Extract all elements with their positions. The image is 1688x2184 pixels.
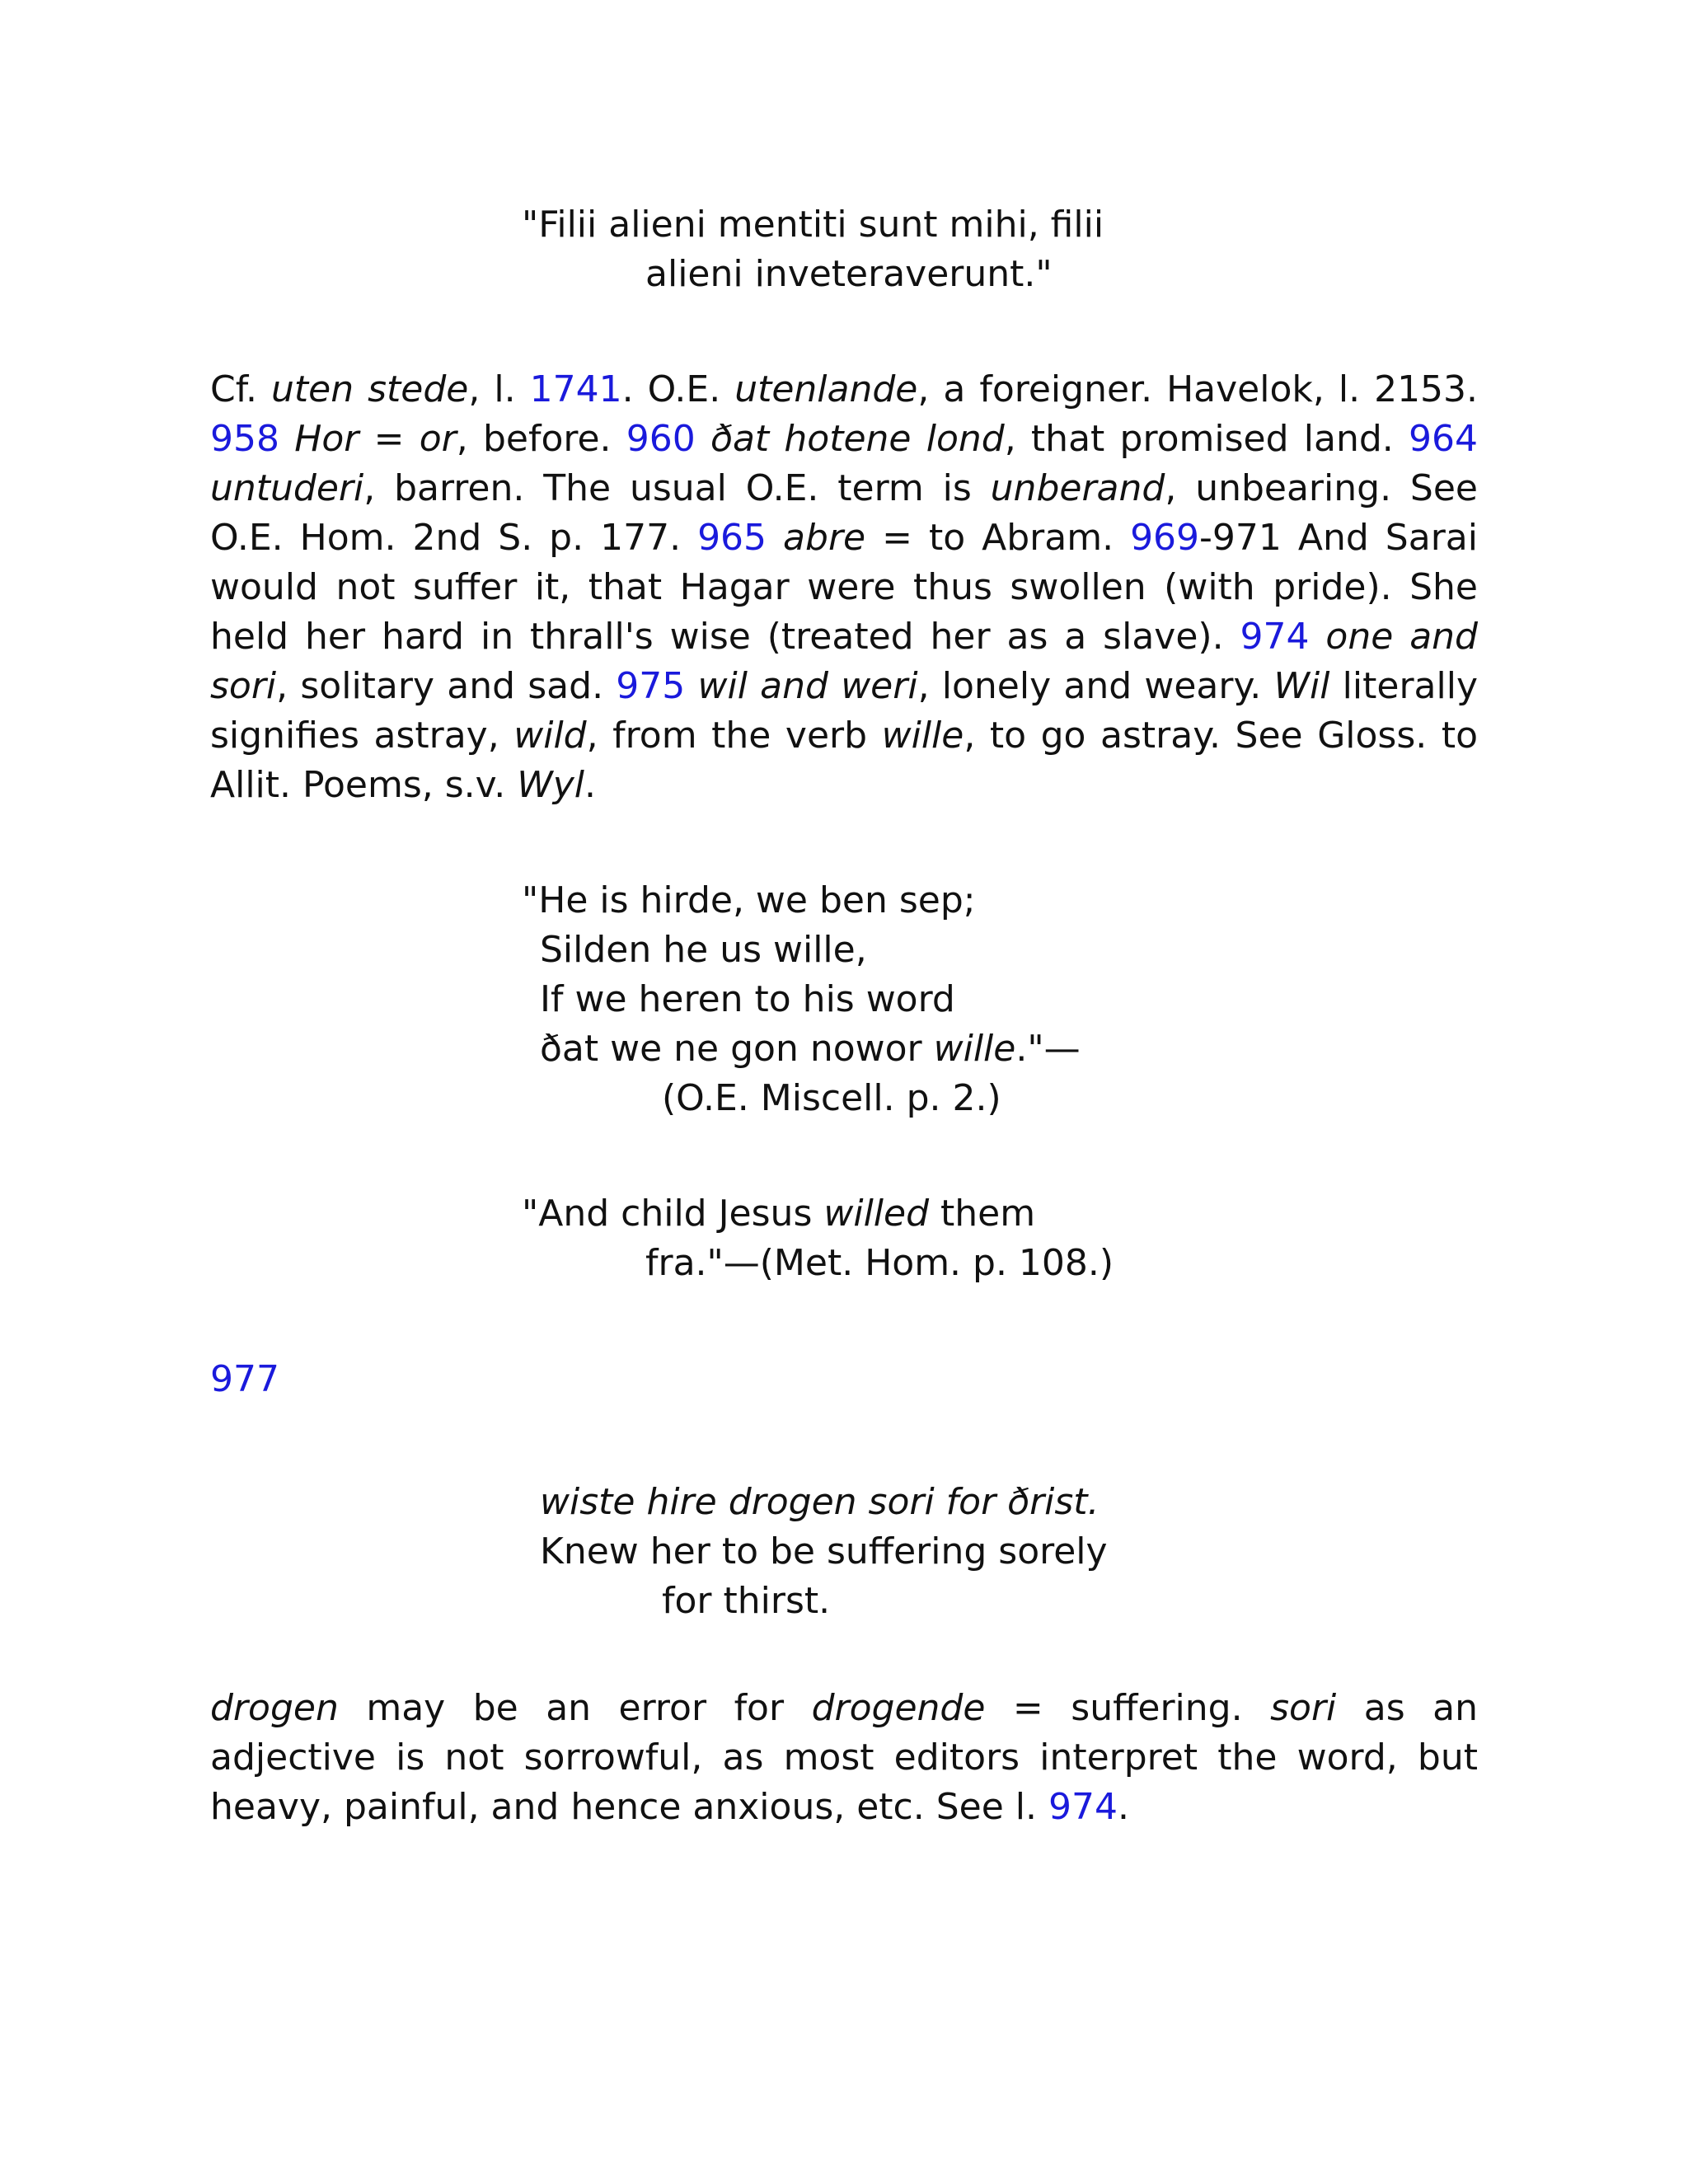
text-run: , that promised land. — [1004, 418, 1409, 460]
text-run: -971 And Sarai would not suffer it, that Hagar were thus swollen (with pride). She held her hard in thrall's wise (treated her as a slave). — [210, 517, 1478, 658]
text-run — [1309, 616, 1325, 658]
latin-quote — [522, 200, 1104, 299]
text-run: . — [584, 764, 596, 806]
italic-term: Wil — [1273, 665, 1330, 707]
homily-quote-line-2: fra."—(Met. Hom. p. 108.) — [645, 1242, 1114, 1284]
italic-term: one and sori — [210, 616, 1478, 707]
italic-term: wil and weri — [697, 665, 918, 707]
line-link-969[interactable]: 969 — [1130, 517, 1200, 559]
line-link-974[interactable]: 974 — [1048, 1786, 1118, 1828]
text-run — [767, 517, 783, 559]
entry-977-translation-cont: for thirst. — [662, 1580, 831, 1622]
italic-term: wild — [513, 715, 587, 757]
text-run: Cf. — [210, 368, 272, 410]
homily-quote-line-1 — [522, 1189, 1114, 1239]
verse-line-3: If we heren to his word — [540, 978, 955, 1020]
italic-term: utenlande — [734, 368, 918, 410]
italic-term: drogende — [811, 1687, 986, 1729]
italic-term: or — [419, 418, 457, 460]
text-run: , solitary and sad. — [276, 665, 617, 707]
line-link-964[interactable]: 964 — [1409, 418, 1478, 460]
line-link-960[interactable]: 960 — [626, 418, 696, 460]
text-run: , unbearing. See O.E. Hom. 2nd S. p. 177. — [210, 467, 1479, 559]
text-run: ðat we ne gon nowor — [540, 1028, 934, 1070]
verse-quote — [522, 876, 1081, 1123]
italic-term: drogen — [210, 1687, 339, 1729]
italic-term: wille — [881, 715, 964, 757]
italic-term: sori — [1270, 1687, 1337, 1729]
italic-term: willed — [823, 1193, 930, 1235]
latin-quote-line-2: alieni inveteraverunt." — [645, 253, 1053, 295]
italic-term: unberand — [990, 467, 1165, 509]
entry-977-text — [522, 1478, 1108, 1626]
verse-line-1: "He is hirde, we ben sep; — [522, 879, 976, 921]
line-link-1741[interactable]: 1741 — [529, 368, 622, 410]
notes-paragraph-1 — [210, 365, 1478, 810]
text-run: = — [359, 418, 420, 460]
text-run: = to Abram. — [865, 517, 1131, 559]
text-run: as an adjective is not sorrowful, as most editors interpret the word, but heavy, painful, and hence anxious, etc. See l. — [210, 1687, 1479, 1828]
text-run: , before. — [456, 418, 626, 460]
latin-quote-line-1: "Filii alieni mentiti sunt mihi, filii — [522, 204, 1104, 246]
text-run — [696, 418, 710, 460]
text-run: "And child Jesus — [522, 1193, 824, 1235]
text-run — [279, 418, 294, 460]
verse-citation: (O.E. Miscell. p. 2.) — [662, 1077, 1001, 1119]
text-run: , lonely and weary. — [917, 665, 1274, 707]
text-run: literally signifies astray, — [210, 665, 1478, 757]
text-run: , from the verb — [586, 715, 882, 757]
text-run: = suffering. — [985, 1687, 1271, 1729]
line-link-977[interactable]: 977 — [210, 1358, 279, 1400]
text-run: may be an error for — [338, 1687, 812, 1729]
italic-term: uten stede — [271, 368, 469, 410]
line-link-965[interactable]: 965 — [697, 517, 767, 559]
text-run: them — [929, 1193, 1036, 1235]
entry-977-translation: Knew her to be suffering sorely — [540, 1530, 1108, 1572]
italic-term: Wyl — [517, 764, 584, 806]
text-run: . O.E. — [621, 368, 735, 410]
text-run: , l. — [468, 368, 530, 410]
italic-term: ðat hotene lond — [710, 418, 1005, 460]
italic-term: abre — [783, 517, 866, 559]
line-link-974[interactable]: 974 — [1240, 616, 1310, 658]
verse-line-2: Silden he us wille, — [540, 929, 867, 971]
text-run: . — [1117, 1786, 1129, 1828]
text-run: , a foreigner. Havelok, l. 2153. — [917, 368, 1479, 410]
text-run: , to go astray. See Gloss. to Allit. Poems, s.v. — [210, 715, 1478, 806]
entry-977-original: wiste hire drogen sori for ðrist. — [540, 1481, 1100, 1523]
text-run: ."— — [1015, 1028, 1081, 1070]
line-link-958[interactable]: 958 — [210, 418, 279, 460]
italic-term: untuderi — [210, 467, 364, 509]
homily-quote — [522, 1189, 1114, 1288]
italic-term: Hor — [294, 418, 359, 460]
line-number-977[interactable] — [210, 1355, 279, 1404]
text-run — [685, 665, 697, 707]
text-run: , barren. The usual O.E. term is — [363, 467, 991, 509]
notes-paragraph-2 — [210, 1684, 1478, 1832]
verse-line-4 — [522, 1024, 1081, 1074]
italic-term: wille — [933, 1028, 1016, 1070]
line-link-975[interactable]: 975 — [616, 665, 686, 707]
